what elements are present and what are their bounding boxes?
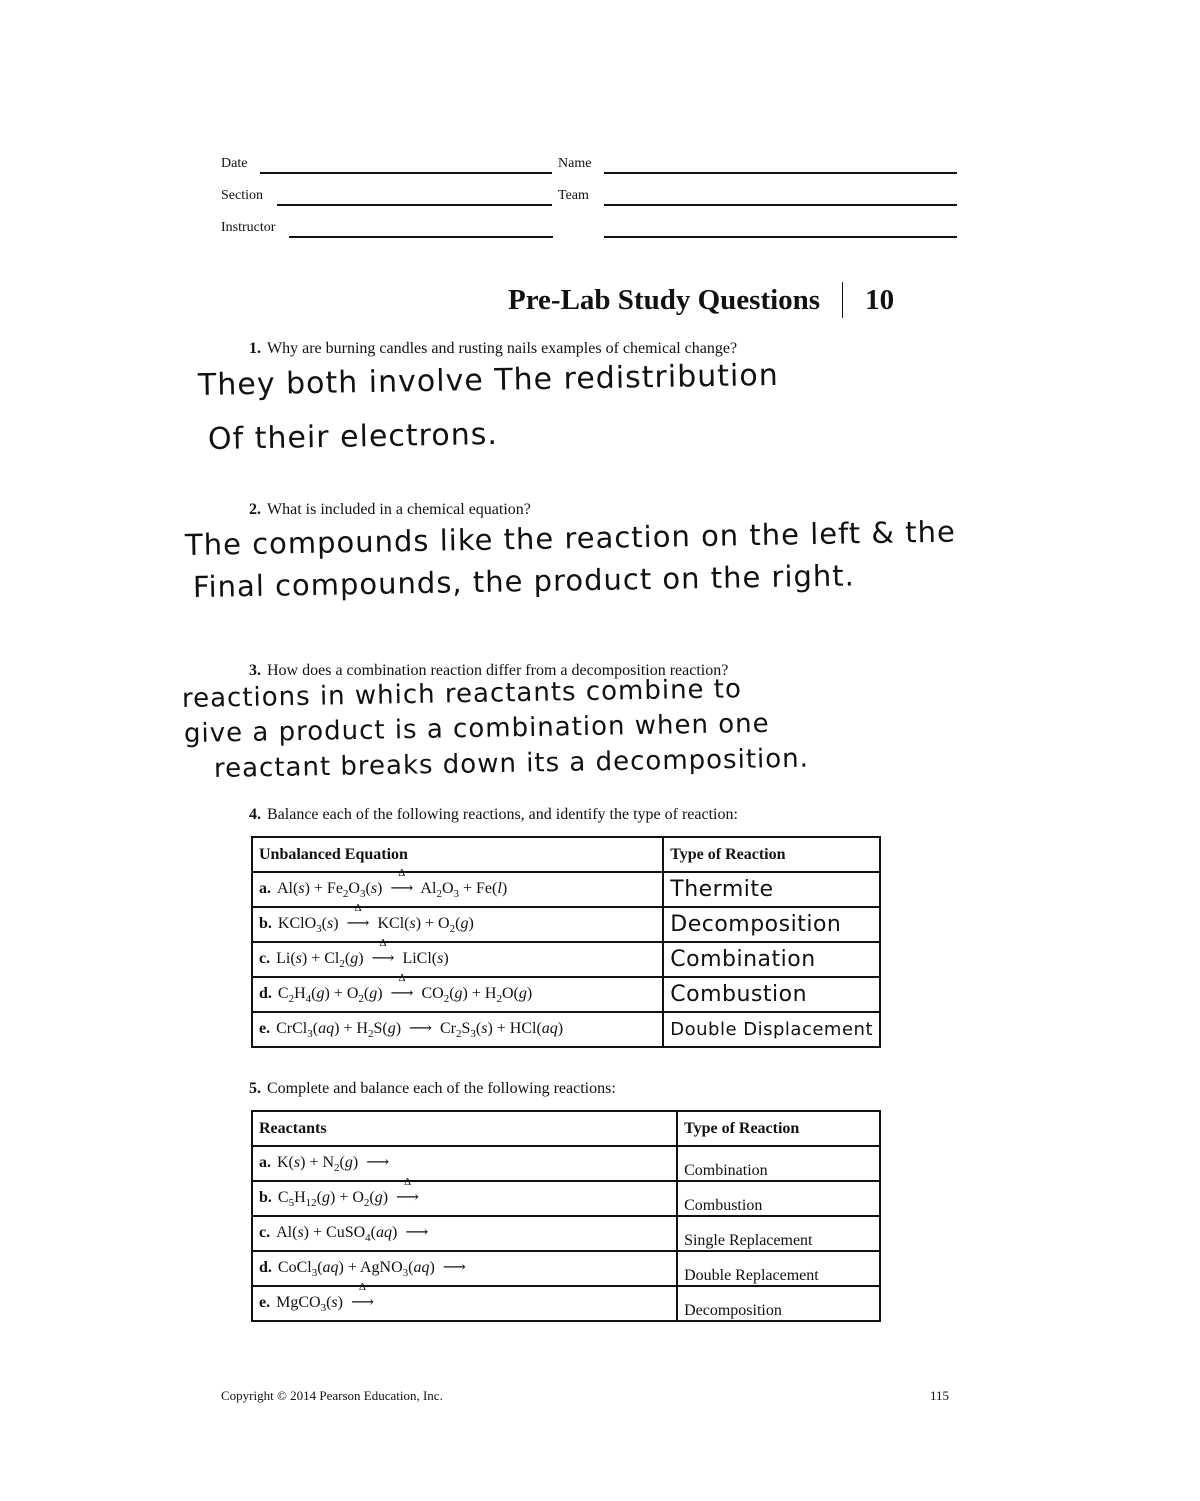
question-5 — [249, 1080, 616, 1098]
table-row — [252, 1216, 880, 1251]
equation-cell: c. $Li(s) + Cl_2(g)$ Δ ⟶ LiCl(s) — [252, 942, 663, 977]
reaction-type-cell: Decomposition — [663, 907, 880, 942]
reactants-cell: e. MgCO$_3$(s) Δ ⟶ — [252, 1286, 677, 1321]
handwritten-answer-line: reactant breaks down its a decomposition. — [213, 743, 810, 784]
date-label: Date — [221, 156, 248, 171]
table-row — [252, 1286, 880, 1321]
name-field-line[interactable] — [604, 172, 957, 174]
handwritten-answer-line: reactions in which reactants combine to — [181, 674, 743, 714]
reactants-cell: a. $K(s) + N_2(g)$ ⟶ — [252, 1146, 677, 1181]
question-number: 5. — [249, 1080, 261, 1097]
reaction-type-cell: Double Displacement — [663, 1012, 880, 1047]
reaction-type-cell: Decomposition — [677, 1286, 880, 1321]
handwritten-answer-line: Final compounds, the product on the right. — [192, 558, 856, 604]
equation-cell: b. KClO$_3$(s) Δ ⟶ $KCl(s) + O_2(g)$ — [252, 907, 663, 942]
reaction-type-cell: Combustion — [677, 1181, 880, 1216]
reaction-type-cell: Double Replacement — [677, 1251, 880, 1286]
column-header: Unbalanced Equation — [252, 837, 663, 872]
complete-table — [251, 1110, 881, 1322]
name-label: Name — [558, 156, 592, 171]
question-number: 2. — [249, 501, 261, 518]
column-header: Type of Reaction — [677, 1111, 880, 1146]
page-number: 115 — [930, 1388, 950, 1403]
team-label: Team — [558, 188, 589, 203]
title-divider — [842, 282, 843, 318]
question-text: Balance each of the following reactions, and identify the type of reaction: — [267, 806, 738, 823]
reaction-type-cell: Single Replacement — [677, 1216, 880, 1251]
question-text: Complete and balance each of the following reactions: — [267, 1080, 616, 1097]
question-number: 3. — [249, 662, 261, 679]
page-title-text: Pre-Lab Study Questions — [508, 283, 821, 316]
table-header-row — [252, 1111, 880, 1146]
handwritten-answer-line: The compounds like the reaction on the left & the — [184, 514, 957, 562]
column-header: Reactants — [252, 1111, 677, 1146]
copyright-text: Copyright © 2014 Pearson Education, Inc. — [221, 1388, 443, 1403]
table-header-row — [252, 837, 880, 872]
column-header: Type of Reaction — [663, 837, 880, 872]
instructor-field-line[interactable] — [289, 236, 553, 238]
extra-field-line[interactable] — [604, 236, 957, 238]
reactants-cell: b. $C_5H_{12}(g) + O_2(g)$ Δ ⟶ — [252, 1181, 677, 1216]
team-field-line[interactable] — [604, 204, 957, 206]
reaction-type-cell: Combination — [677, 1146, 880, 1181]
question-text: How does a combination reaction differ from a decomposition reaction? — [267, 662, 729, 679]
balance-table — [251, 836, 881, 1048]
page-title — [508, 282, 894, 318]
table-row — [252, 872, 880, 907]
section-field-line[interactable] — [277, 204, 552, 206]
equation-cell: e. CrCl$_3$(aq) + $H_2S(g)$ ⟶ $Cr_2S_3(s) + HCl(aq)$ — [252, 1012, 663, 1047]
reaction-type-cell: Combination — [663, 942, 880, 977]
page-title-number: 10 — [865, 283, 895, 316]
date-field-line[interactable] — [260, 172, 552, 174]
reactants-cell: d. CoCl$_3$(aq) + AgNO$_3$(aq) ⟶ — [252, 1251, 677, 1286]
question-4 — [249, 806, 738, 824]
question-2 — [249, 501, 531, 519]
question-number: 4. — [249, 806, 261, 823]
table-row — [252, 977, 880, 1012]
handwritten-answer-line: give a product is a combination when one — [183, 708, 770, 749]
question-text: Why are burning candles and rusting nails examples of chemical change? — [267, 340, 738, 357]
question-text: What is included in a chemical equation? — [267, 501, 531, 518]
question-1 — [249, 340, 737, 358]
equation-cell: a. $Al(s) + Fe_2O_3(s)$ Δ ⟶ $Al_2O_3 + Fe(l)$ — [252, 872, 663, 907]
reactants-cell: c. Al(s) + CuSO$_4$(aq) ⟶ — [252, 1216, 677, 1251]
table-row — [252, 1146, 880, 1181]
table-row — [252, 942, 880, 977]
question-number: 1. — [249, 340, 261, 357]
table-row — [252, 907, 880, 942]
table-row — [252, 1012, 880, 1047]
reaction-type-cell: Thermite — [663, 872, 880, 907]
reaction-type-cell: Combustion — [663, 977, 880, 1012]
equation-cell: d. $C_2H_4(g) + O_2(g)$ Δ ⟶ $CO_2(g) + H_2O(g)$ — [252, 977, 663, 1012]
section-label: Section — [221, 188, 263, 203]
handwritten-answer-line: They both involve The redistribution — [197, 357, 779, 403]
table-row — [252, 1181, 880, 1216]
table-row — [252, 1251, 880, 1286]
instructor-label: Instructor — [221, 220, 276, 235]
handwritten-answer-line: Of their electrons. — [207, 416, 499, 457]
